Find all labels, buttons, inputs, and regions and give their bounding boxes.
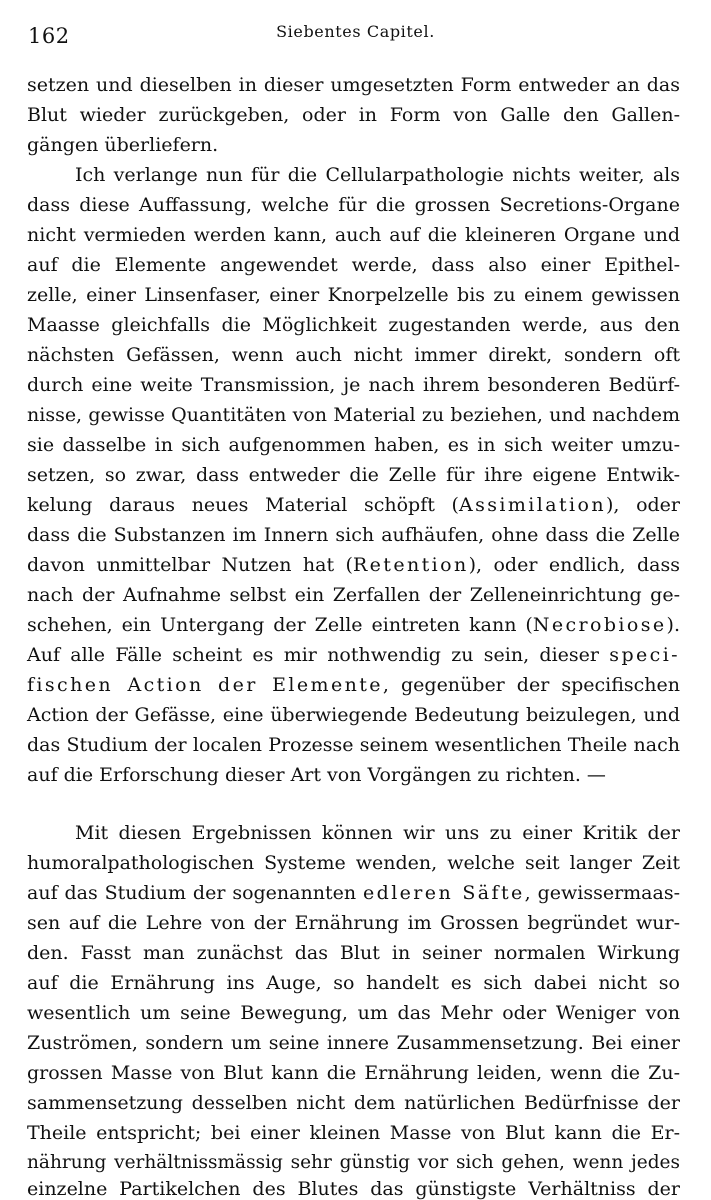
text-line: setzen und dieselben in dieser umgesetzten Form entweder an das: [27, 74, 680, 96]
text-line: Blut wieder zurückgeben, oder in Form von Galle den Gallen-: [27, 104, 680, 126]
running-title: Siebentes Capitel.: [276, 22, 435, 41]
text-line: davon unmittelbar Nutzen hat (Retention), oder endlich, dass: [27, 554, 680, 576]
text-line: sammensetzung desselben nicht dem natürlichen Bedürfnisse der: [27, 1092, 680, 1114]
text-line: zelle, einer Linsenfaser, einer Knorpelzelle bis zu einem gewissen: [27, 284, 680, 306]
spaced-term: Assimilation: [458, 494, 606, 516]
text-line: Ich verlange nun für die Cellularpathologie nichts weiter, als: [75, 164, 680, 186]
spaced-term: Necrobiose: [532, 614, 667, 636]
text-line: kelung daraus neues Material schöpft (Assimilation), oder: [27, 494, 681, 516]
text-line: wesentlich um seine Bewegung, um das Mehr oder Weniger von: [27, 1002, 680, 1024]
text-line: das Studium der localen Prozesse seinem wesentlichen Theile nach: [27, 734, 680, 756]
text-line: durch eine weite Transmission, je nach ihrem besonderen Bedürf-: [27, 374, 680, 396]
text-line: nach der Aufnahme selbst ein Zerfallen der Zelleneinrichtung ge-: [27, 584, 680, 606]
spaced-term: speci-: [609, 644, 680, 666]
text-line: dass die Substanzen im Innern sich aufhäufen, ohne dass die Zelle: [27, 524, 680, 546]
text-line: Maasse gleichfalls die Möglichkeit zugestanden werde, aus den: [27, 314, 680, 336]
text-line: auf die Ernährung ins Auge, so handelt es sich dabei nicht so: [27, 972, 680, 994]
text-line: sen auf die Lehre von der Ernährung im Grossen begründet wur-: [27, 912, 680, 934]
text-line: Mit diesen Ergebnissen können wir uns zu einer Kritik der: [75, 822, 680, 844]
text-line: Action der Gefässe, eine überwiegende Bedeutung beizulegen, und: [27, 704, 680, 726]
text-line: nächsten Gefässen, wenn auch nicht immer direkt, sondern oft: [27, 344, 680, 366]
text-line: auf das Studium der sogenannten edleren Säfte, gewissermaas-: [27, 882, 681, 904]
text-line: sie dasselbe in sich aufgenommen haben, es in sich weiter umzu-: [27, 434, 680, 456]
text-line: Auf alle Fälle scheint es mir nothwendig zu sein, dieser speci-: [27, 644, 680, 666]
text-line: einzelne Partikelchen des Blutes das günstigste Verhältniss der: [27, 1178, 680, 1200]
text-line: grossen Masse von Blut kann die Ernährung leiden, wenn die Zu-: [27, 1062, 680, 1084]
text-line: Theile entspricht; bei einer kleinen Masse von Blut kann die Er-: [27, 1122, 680, 1144]
text-line: den. Fasst man zunächst das Blut in seiner normalen Wirkung: [27, 942, 680, 964]
text-line: schehen, ein Untergang der Zelle eintreten kann (Necrobiose).: [27, 614, 680, 636]
text-line: fischen Action der Elemente, gegenüber der specifischen: [27, 674, 680, 696]
text-line: auf die Elemente angewendet werde, dass also einer Epithel-: [27, 254, 680, 276]
spaced-term: edleren Säfte: [362, 882, 525, 904]
spaced-term: fischen Action der Elemente: [27, 674, 383, 696]
text-line: gängen überliefern.: [27, 134, 219, 156]
text-line: auf die Erforschung dieser Art von Vorgängen zu richten. —: [27, 764, 606, 786]
text-line: setzen, so zwar, dass entweder die Zelle für ihre eigene Entwik-: [27, 464, 680, 486]
text-line: dass diese Auffassung, welche für die grossen Secretions-Organe: [27, 194, 680, 216]
text-line: Zuströmen, sondern um seine innere Zusammensetzung. Bei einer: [27, 1032, 680, 1054]
text-line: nisse, gewisse Quantitäten von Material zu beziehen, und nachdem: [27, 404, 680, 426]
page-number: 162: [28, 24, 70, 48]
text-line: nährung verhältnissmässig sehr günstig vor sich gehen, wenn jedes: [27, 1152, 680, 1173]
spaced-term: Retention: [352, 554, 469, 576]
text-line: humoralpathologischen Systeme wenden, welche seit langer Zeit: [27, 852, 680, 874]
text-line: nicht vermieden werden kann, auch auf die kleineren Organe und: [27, 224, 680, 246]
